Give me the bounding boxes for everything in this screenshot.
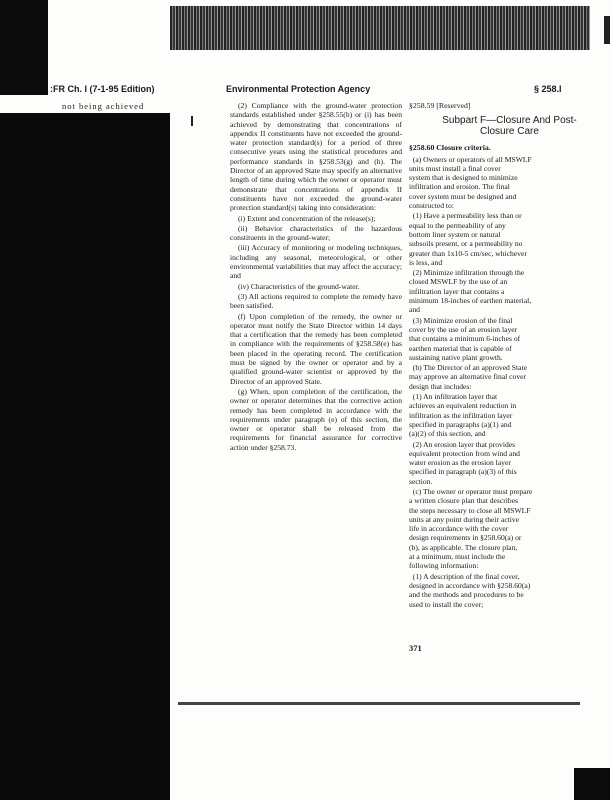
subpart-heading-line2: Closure Care xyxy=(480,126,539,138)
scan-black-corner xyxy=(574,768,610,800)
page-number: 371 xyxy=(409,643,422,653)
paragraph: (2) Compliance with the ground-water protection standards established under §258.55(h) or (i) has been achieved by demonstrating that concentrations of appendix II constituents have not exceeded the ground-water protection standard(s) for a period of three consecutive years using the statistical procedures and performance standards in §258.53(g) and (h). The Director of an approved State may specify an alternative length of time during which the owner or operator must demonstrate that concentrations of appendix II constituents have not exceeded the ground-water protection standard(s) taking into consideration: xyxy=(230,101,402,213)
paragraph: (3) All actions required to complete the remedy have been satisfied. xyxy=(230,291,402,311)
scan-artifact-top xyxy=(170,6,590,50)
paragraph: (c) The owner or operator must prepare a written closure plan that describes the steps necessary to close all MSWLF units at any point during their active life in accordance with the cover design requirements in §258.60(a) or (b), as applicable. The closure plan, at a minimum, must include the following information: xyxy=(409,486,533,571)
section-title: §258.60 Closure criteria. xyxy=(409,143,491,153)
scan-black-margin xyxy=(0,113,170,800)
paragraph: (iv) Characteristics of the ground-water. xyxy=(238,281,360,291)
scan-artifact-right-tick xyxy=(604,16,610,44)
continuation-text: not being achieved xyxy=(62,101,145,111)
scan-black-tab-left xyxy=(0,0,48,95)
paragraph: (2) An erosion layer that provides equivalent protection from wind and water erosion as the erosion layer specified in paragraph (a)(3) of this section. xyxy=(409,439,520,486)
right-paragraphs xyxy=(409,155,610,609)
paragraph: (1) A description of the final cover, designed in accordance with §258.60(a) and the methods and procedures to be used to install the cover; xyxy=(409,571,531,609)
subpart-heading xyxy=(409,115,610,137)
paragraph: (b) The Director of an approved State may approve an alternative final cover design that includes: xyxy=(409,363,527,391)
paragraph: (i) Extent and concentration of the release(s); xyxy=(238,213,376,223)
section-label: §258.59 [Reserved] xyxy=(409,101,471,110)
paragraph: (iii) Accuracy of monitoring or modeling techniques, including any seasonal, meteorological, or other environmental variabilities that may affect the accuracy; and xyxy=(230,243,402,281)
paragraph: (1) Have a permeability less than or equal to the permeability of any bottom liner system or natural subsoils present, or a permeability no greater than 1x10-5 cm/sec, whichever is less, and xyxy=(409,211,527,267)
middle-column xyxy=(230,101,402,453)
running-head-left: :FR Ch. I (7-1-95 Edition) xyxy=(50,84,155,94)
paragraph: (1) An infiltration layer that achieves an equivalent reduction in infiltration as the infiltration layer specified in paragraphs (a)(1) and (a)(2) of this section, and xyxy=(409,392,517,439)
paragraph: (a) Owners or operators of all MSWLF units must install a final cover system that is designed to minimize infiltration and erosion. The final cover system must be designed and constructed to: xyxy=(409,154,532,211)
bottom-rule xyxy=(178,702,580,705)
paragraph: (f) Upon completion of the remedy, the owner or operator must notify the State Director within 14 days that a certification that the remedy has been completed in compliance with the requirements of §258.58(e) has been placed in the operating record. The certification must be signed by the owner or operator and by a qualified ground-water scientist or approved by the Director of an approved State. xyxy=(230,311,402,386)
paragraph: (ii) Behavior characteristics of the hazardous constituents in the ground-water; xyxy=(230,223,402,243)
paragraph: (g) When, upon completion of the certification, the owner or operator determines that the corrective action remedy has been completed in accordance with the requirements under paragraph (e) of this section, the owner or operator shall be released from the requirements for financial assurance for corrective action under §258.73. xyxy=(230,386,402,452)
running-head-center: Environmental Protection Agency xyxy=(226,84,371,94)
right-column xyxy=(409,101,610,610)
margin-mark xyxy=(191,116,193,126)
subpart-heading-line1: Subpart F—Closure And Post- xyxy=(442,115,577,127)
paragraph: (3) Minimize erosion of the final cover by the use of an erosion layer that contains a minimum 6-inches of earthen material that is capable of sustaining native plant growth. xyxy=(409,315,521,362)
running-head-right: § 258.I xyxy=(534,84,562,94)
paragraph: (2) Minimize infiltration through the closed MSWLF by the use of an infiltration layer that contains a minimum 18-inches of earthen material, and xyxy=(409,268,532,315)
